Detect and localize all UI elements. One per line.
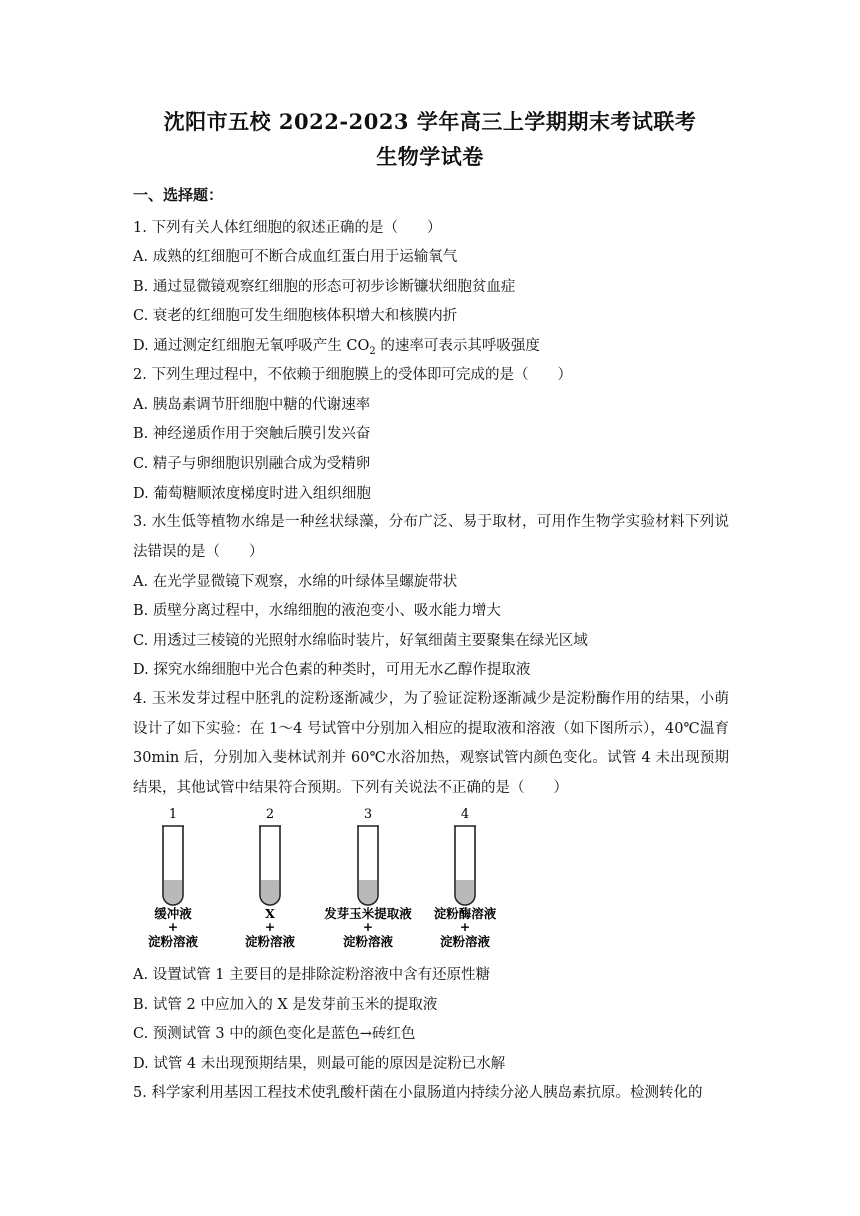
- q2-stem: 2. 下列生理过程中，不依赖于细胞膜上的受体即可完成的是（ ）: [133, 367, 572, 383]
- exam-title: 沈阳市五校 2022-2023 学年高三上学期期末考试联考: [163, 109, 697, 134]
- q5-stem: 5. 科学家利用基因工程技术使乳酸杆菌在小鼠肠道内持续分泌人胰岛素抗原。检测转化的: [133, 1085, 703, 1101]
- tube-solution: 淀粉溶液: [439, 934, 491, 949]
- q1-option-d-text: D. 通过测定红细胞无氧呼吸产生 CO: [133, 338, 370, 354]
- q2-option-d: D. 葡萄糖顺浓度梯度时进入组织细胞: [133, 486, 371, 502]
- q2-option-a: A. 胰岛素调节肝细胞中糖的代谢速率: [133, 397, 371, 413]
- tube-reagent: X: [265, 906, 275, 921]
- q2-option-c: C. 精子与卵细胞识别融合成为受精卵: [133, 456, 371, 472]
- q3-option-d: D. 探究水绵细胞中光合色素的种类时，可用无水乙醇作提取液: [133, 662, 531, 678]
- q4-option-c: C. 预测试管 3 中的颜色变化是蓝色→砖红色: [133, 1026, 416, 1042]
- q1-option-b: B. 通过显微镜观察红细胞的形态可初步诊断镰状细胞贫血症: [133, 279, 516, 295]
- tube-liquid: [261, 880, 279, 904]
- co2-subscript: 2: [369, 345, 376, 357]
- tube-number: 1: [168, 807, 178, 822]
- q3-option-b: B. 质壁分离过程中，水绵细胞的液泡变小、吸水能力增大: [133, 603, 501, 619]
- q1-option-d-tail: 的速率可表示其呼吸强度: [375, 338, 540, 354]
- q4-stem: 4. 玉米发芽过程中胚乳的淀粉逐渐减少，为了验证淀粉逐渐减少是淀粉酶作用的结果，小萌设计了如下实验：在 1～4 号试管中分别加入相应的提取液和溶液（如下图所示），40℃温育 30min 后，分别加入斐林试剂并 60℃水浴加热，观察试管内颜色变化。试管 4 未出现预期结果，其他试管中结果符合预期。下列有关说法不正确的是（ ）: [133, 691, 729, 796]
- tube-plus: +: [167, 919, 179, 934]
- q1-option-c: C. 衰老的红细胞可发生细胞核体积增大和核膜内折: [133, 308, 458, 324]
- tube-solution: 淀粉溶液: [147, 934, 199, 949]
- q4-option-b: B. 试管 2 中应加入的 X 是发芽前玉米的提取液: [133, 997, 438, 1013]
- test-tube-figure: [133, 800, 513, 955]
- q3-option-a: A. 在光学显微镜下观察，水绵的叶绿体呈螺旋带状: [133, 574, 458, 590]
- tube-number: 2: [265, 807, 275, 822]
- q3-stem: 3. 水生低等植物水绵是一种丝状绿藻，分布广泛、易于取材，可用作生物学实验材料下列说法错误的是（ ）: [133, 514, 729, 560]
- q1-option-a: A. 成熟的红细胞可不断合成血红蛋白用于运输氧气: [133, 249, 458, 265]
- tube-reagent: 发芽玉米提取液: [324, 906, 412, 921]
- test-tube-1: [148, 807, 199, 949]
- tube-plus: +: [264, 919, 276, 934]
- exam-subtitle: 生物学试卷: [376, 144, 484, 169]
- test-tube-4: [434, 807, 497, 949]
- test-tube-2: [245, 807, 296, 949]
- tube-number: 3: [363, 807, 373, 822]
- tube-plus: +: [362, 919, 374, 934]
- q4-option-a: A. 设置试管 1 主要目的是排除淀粉溶液中含有还原性糖: [133, 967, 491, 983]
- tube-liquid: [456, 880, 474, 904]
- tube-solution: 淀粉溶液: [244, 934, 296, 949]
- tube-number: 4: [460, 807, 470, 822]
- tube-liquid: [359, 880, 377, 904]
- tube-liquid: [164, 880, 182, 904]
- q4-option-d: D. 试管 4 未出现预期结果，则最可能的原因是淀粉已水解: [133, 1056, 506, 1072]
- test-tube-3: [323, 807, 412, 949]
- tube-solution: 淀粉溶液: [342, 934, 394, 949]
- q1-stem: 1. 下列有关人体红细胞的叙述正确的是（ ）: [133, 220, 442, 236]
- q2-option-b: B. 神经递质作用于突触后膜引发兴奋: [133, 426, 371, 442]
- q3-option-c: C. 用透过三棱镜的光照射水绵临时装片，好氧细菌主要聚集在绿光区域: [133, 633, 588, 649]
- q1-option-d: [133, 336, 540, 362]
- tube-reagent: 缓冲液: [154, 906, 192, 921]
- tube-plus: +: [459, 919, 471, 934]
- tube-reagent: 淀粉酶溶液: [433, 906, 497, 921]
- section-heading: 一、选择题：: [133, 186, 224, 204]
